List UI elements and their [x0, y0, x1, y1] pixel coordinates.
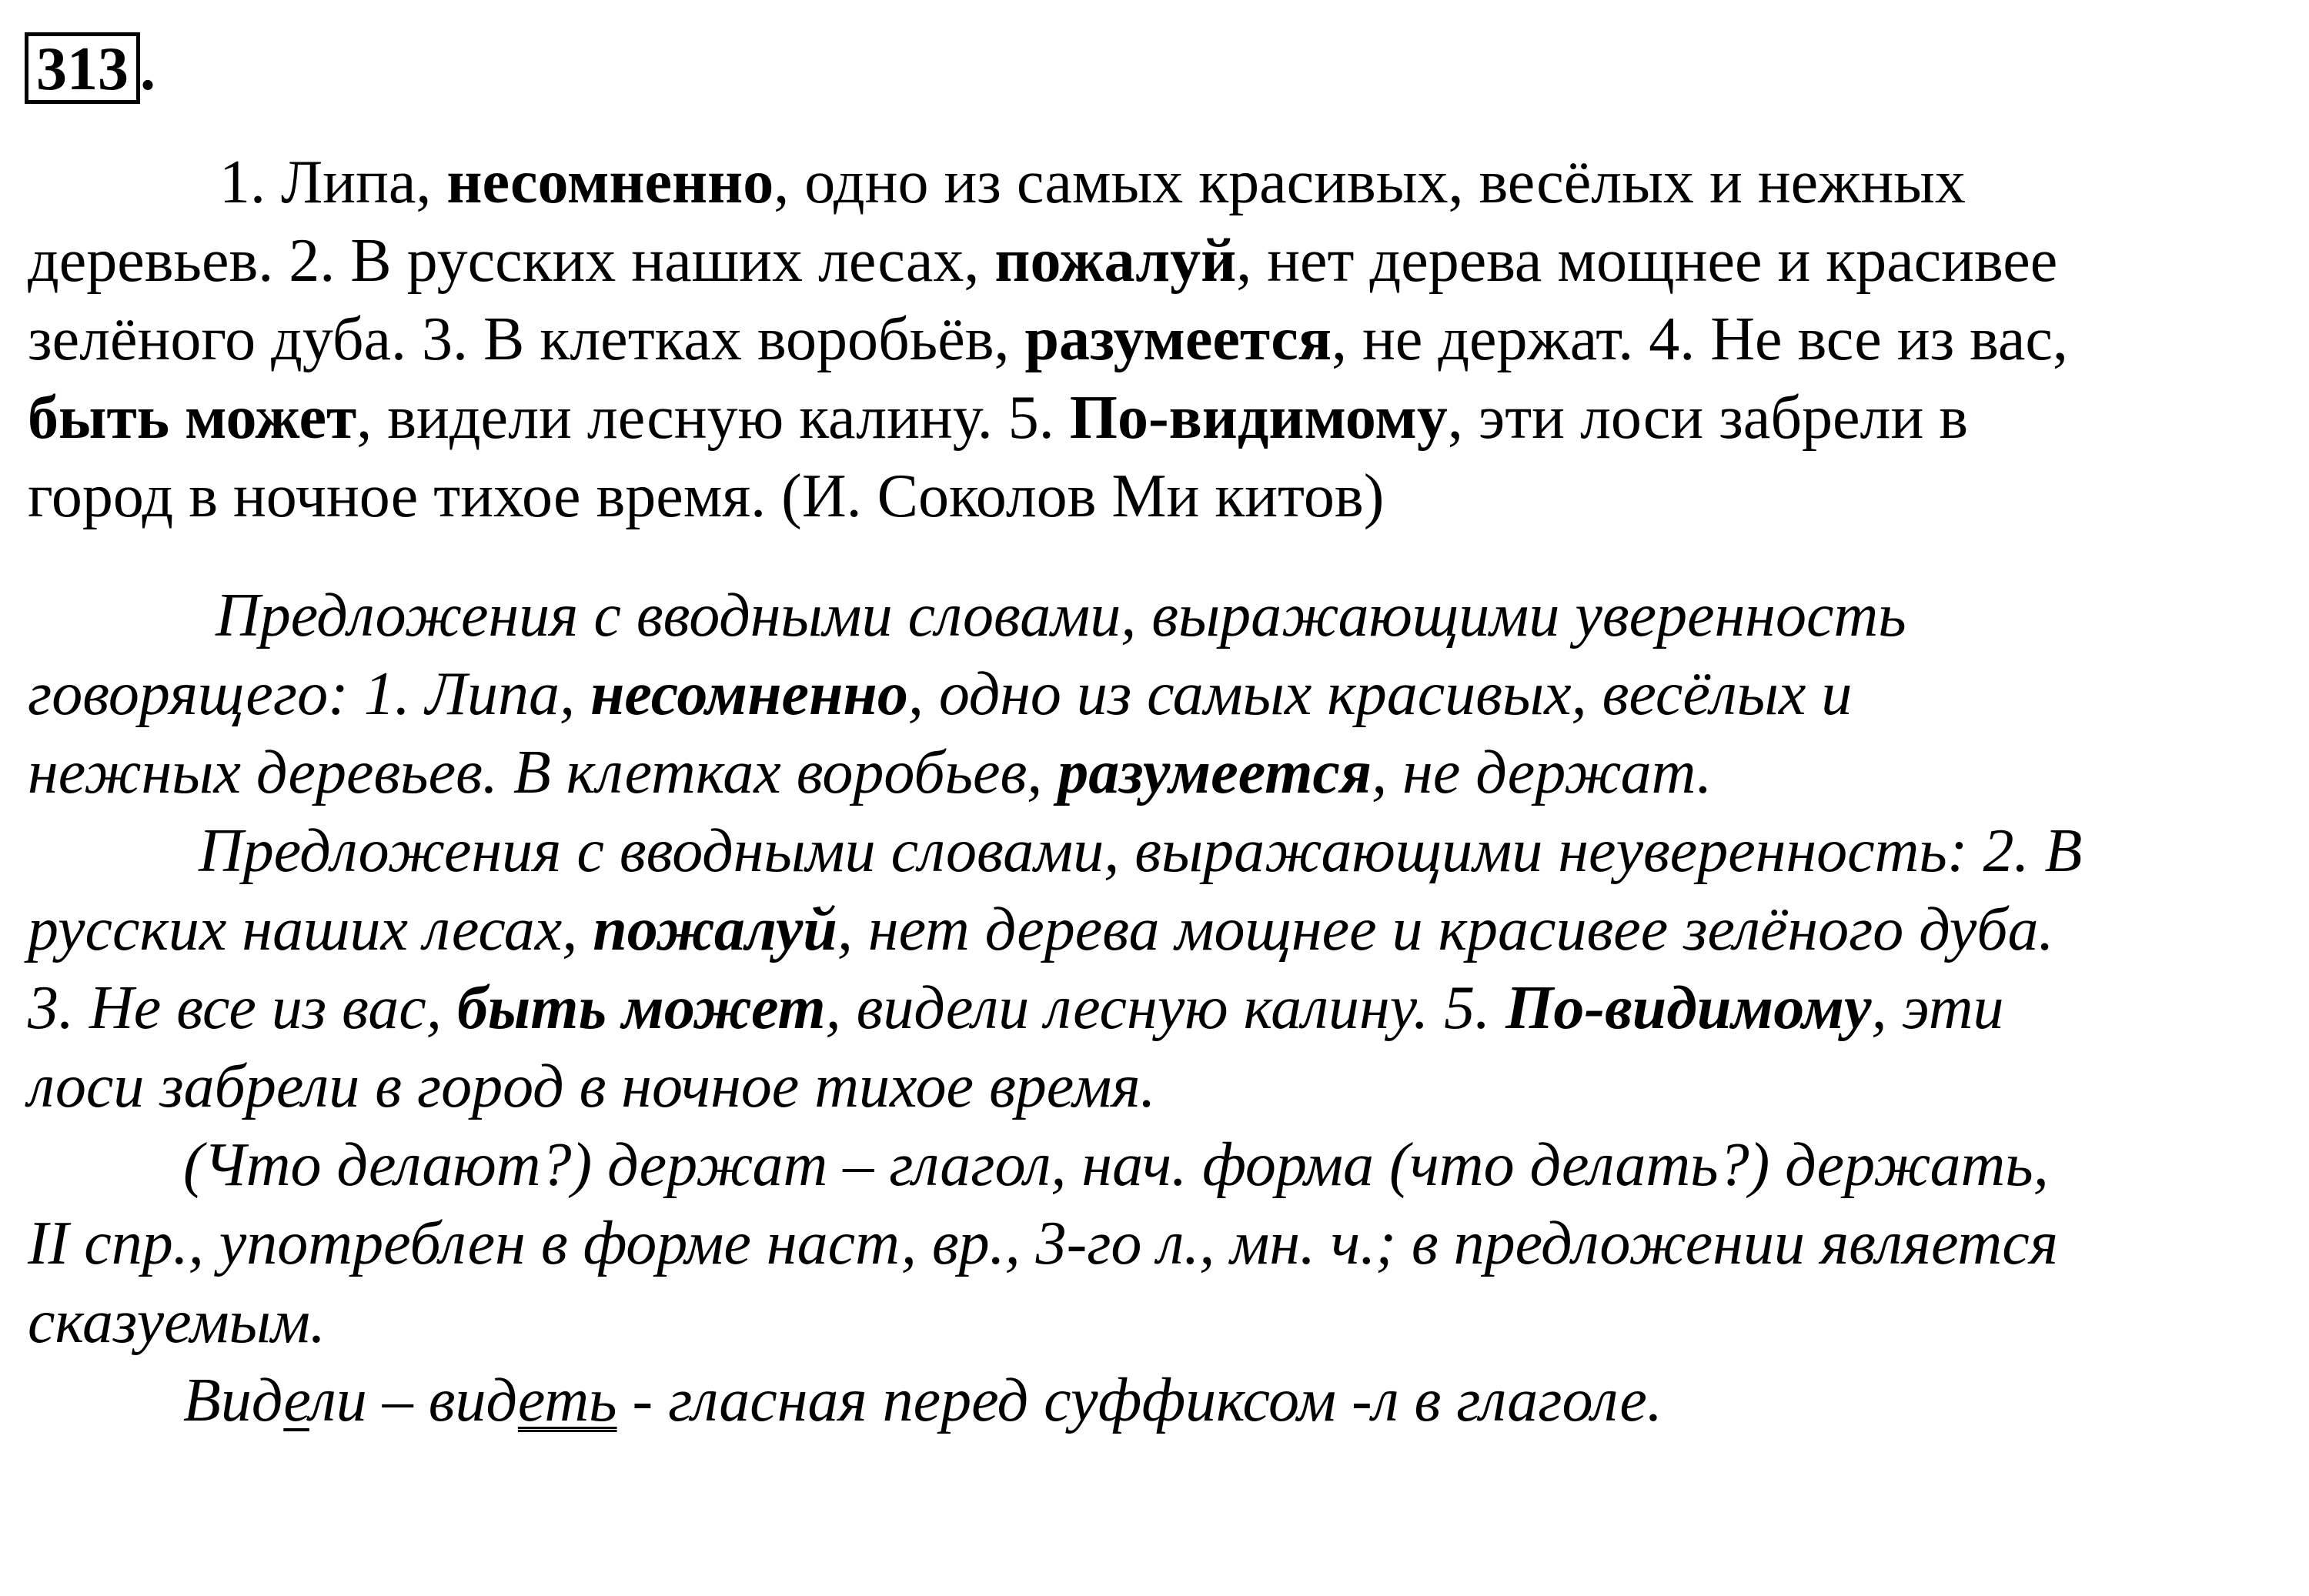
intro-word-pozhaluy: пожалуй: [994, 227, 1237, 295]
exercise-number-box: 313: [25, 32, 140, 104]
task-line-3: зелёного дуба. 3. В клетках воробьёв, разумеется, не держат. 4. Не все из вас,: [28, 306, 2068, 373]
intro-word-razumeetsya: разумеется: [1024, 306, 1332, 373]
answer-line-3: нежных деревьев. В клетках воробьев, разумеется, не держат.: [28, 739, 1713, 806]
exercise-number-dot: .: [140, 35, 155, 103]
answer-line-8: (Что делают?) держат – глагол, нач. форма (что делать?) держать,: [183, 1131, 2049, 1199]
answer-line-2: говорящего: 1. Липа, несомненно, одно из самых красивых, весёлых и: [28, 660, 1853, 728]
answer-line-6: 3. Не все из вас, быть может, видели лесную калину. 5. По-видимому, эти: [28, 974, 2004, 1042]
underlined-vowel: е: [283, 1367, 309, 1434]
double-underlined-suffix: еть: [517, 1367, 617, 1434]
intro-word-po-vidimomu: По-видимому: [1069, 384, 1448, 452]
answer-line-1: Предложения с вводными словами, выражающими уверенность: [216, 582, 1906, 649]
task-line-2: деревьев. 2. В русских наших лесах, пожалуй, нет дерева мощнее и красивее: [28, 227, 2058, 295]
answer-line-11: Видели – видеть - гласная перед суффиксом -л в глаголе.: [183, 1367, 1662, 1434]
answer-line-4: Предложения с вводными словами, выражающими неуверенность: 2. В: [199, 817, 2083, 885]
task-line-1: 1. Липа, несомненно, одно из самых красивых, весёлых и нежных: [219, 149, 1966, 216]
answer-line-5: русских наших лесах, пожалуй, нет дерева мощнее и красивее зелёного дуба.: [28, 896, 2054, 963]
answer-line-10: сказуемым.: [28, 1288, 326, 1356]
intro-word-nesomnenno: несомненно: [446, 149, 774, 216]
answer-line-7: лоси забрели в город в ночное тихое время.: [28, 1053, 1156, 1120]
exercise-number: [25, 32, 155, 104]
task-line-4: быть может, видели лесную калину. 5. По-видимому, эти лоси забрели в: [28, 384, 1969, 452]
task-line-5: город в ночное тихое время. (И. Соколов Ми китов): [28, 462, 1385, 530]
intro-word-byt-mozhet: быть может: [28, 384, 357, 452]
answer-line-9: II спр., употреблен в форме наст, вр., 3-го л., мн. ч.; в предложении является: [28, 1210, 2058, 1277]
